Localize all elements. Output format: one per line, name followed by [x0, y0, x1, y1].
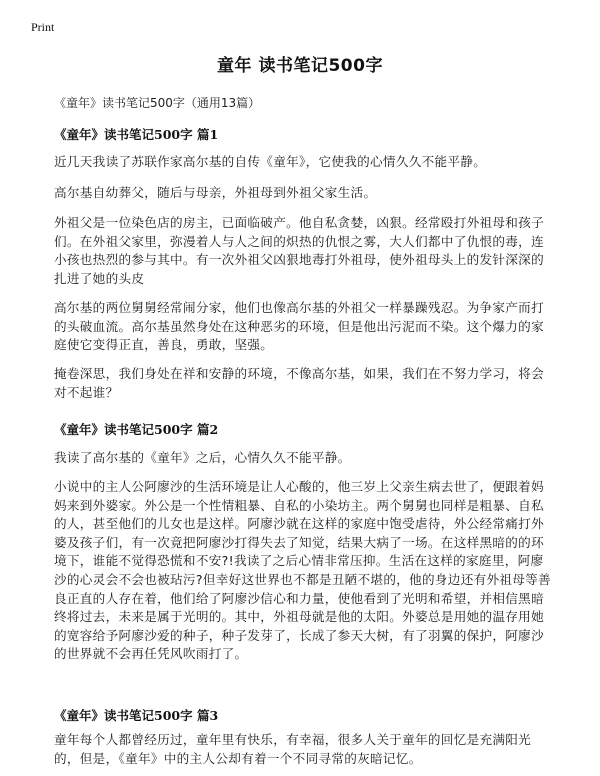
- paragraph: 外祖父是一位染色店的房主，已面临破产。他自私贪婪，凶狠。经常殴打外祖母和孩子们。在外祖父家里，弥漫着人与人之间的炽热的仇恨之雾，大人们都中了仇恨的毒，连小孩也热烈的参与其中。有一次外祖父凶狠地毒打外祖母，使外祖母头上的发针深深的扎进了她的头皮: [54, 215, 544, 286]
- paragraph: 我读了高尔基的《童年》之后，心情久久不能平静。: [54, 450, 351, 465]
- paragraph: 小说中的主人公阿廖沙的生活环境是让人心酸的，他三岁上父亲生病去世了，便跟着妈妈来到外婆家。外公是一个性情粗暴、自私的小染坊主。两个舅舅也同样是粗暴、自私的人，甚至他们的儿女也是这样。阿廖沙就在这样的家庭中饱受虐待，外公经常痛打外婆及孩子们，有一次竟把阿廖沙打得失去了知觉，结果大病了一场。在这样黑暗的的环境下，谁能不觉得恐慌和不安?!我读了之后心情非常压抑。生活在这样的家庭里，阿廖沙的心灵会不会也被玷污?但幸好这世界也不都是丑陋不堪的，他的身边还有外祖母等善良正直的人存在着，他们给了阿廖沙信心和力量，使他看到了光明和希望，并相信黑暗终将过去，未来是属于光明的。其中，外祖母就是他的太阳。外婆总是用她的温存用她的宽容给予阿廖沙爱的种子，种子发芽了，长成了参天大树，有了羽翼的保护，阿廖沙的世界就不会再任凭风吹雨打了。: [54, 479, 551, 662]
- paragraph: 近几天我读了苏联作家高尔基的自传《童年》，它使我的心情久久不能平静。: [54, 154, 487, 169]
- print-link[interactable]: Print: [31, 20, 55, 34]
- paragraph: 高尔基自幼葬父，随后与母亲，外祖母到外祖父家生活。: [54, 185, 377, 200]
- section-heading: 《童年》读书笔记500字 篇1: [54, 127, 219, 142]
- section-heading: 《童年》读书笔记500字 篇3: [54, 708, 219, 723]
- document-subtitle: 《童年》读书笔记500字（通用13篇）: [54, 96, 261, 110]
- paragraph: 童年每个人都曾经历过，童年里有快乐，有幸福，很多人关于童年的回忆是充满阳光的，但是，《童年》中的主人公却有着一个不同寻常的灰暗记忆。: [54, 732, 532, 766]
- paragraph: 高尔基的两位舅舅经常闹分家，他们也像高尔基的外祖父一样暴躁残忍。为争家产而打的头破血流。高尔基虽然身处在这种恶劣的环境，但是他出污泥而不染。这个爆力的家庭使它变得正直，善良，勇敢，坚强。: [54, 300, 544, 353]
- section-heading: 《童年》读书笔记500字 篇2: [54, 422, 219, 437]
- page-title: 童年 读书笔记500字: [217, 56, 383, 76]
- paragraph: 掩卷深思，我们身处在祥和安静的环境，不像高尔基，如果，我们在不努力学习，将会对不起谁？: [54, 366, 544, 400]
